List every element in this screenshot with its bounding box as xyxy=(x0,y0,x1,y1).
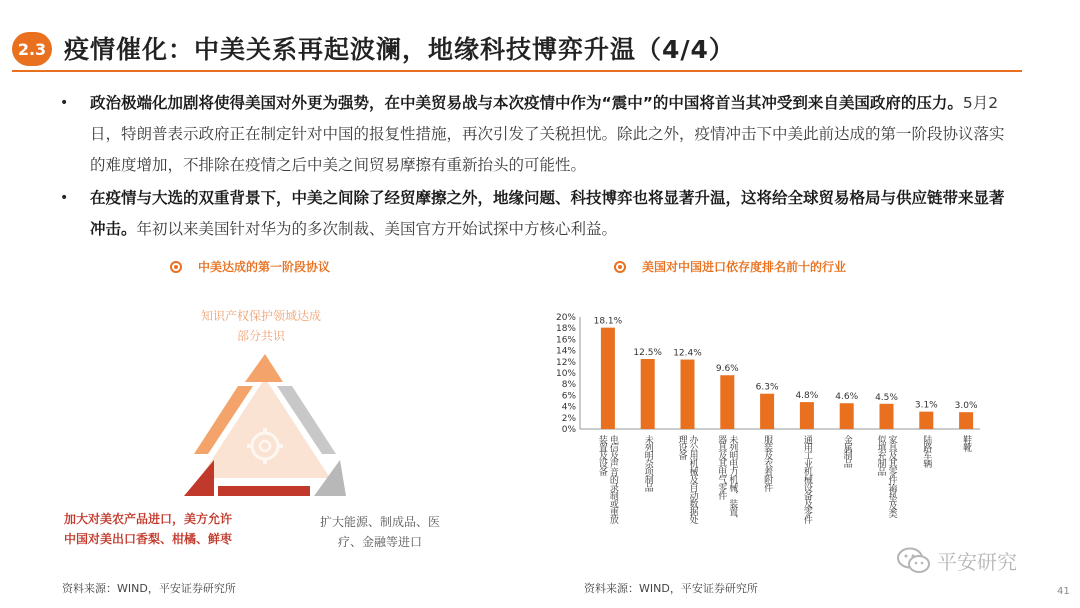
y-tick-label: 8% xyxy=(561,380,576,391)
bar xyxy=(919,412,933,429)
category-label: 电信及声音的录制或重放 xyxy=(607,435,618,523)
diagram-right-line2: 疗、金融等进口 xyxy=(337,535,422,549)
diagram-left-line1: 加大对美农产品进口，美方允许 xyxy=(64,512,233,526)
category-label-continued: 装置及设备 xyxy=(596,435,607,475)
right-source-note: 资料来源：WIND，平安证券研究所 xyxy=(584,582,758,595)
page-title: 疫情催化：中美关系再起波澜，地缘科技博弈升温（4/4） xyxy=(64,35,735,64)
category-label-continued: 似填充制品 xyxy=(875,435,886,475)
bar xyxy=(601,328,615,429)
y-tick-label: 12% xyxy=(555,357,576,368)
diagram-bottom-edge xyxy=(218,486,310,496)
category-label: 未列明电力机械、装置、 xyxy=(727,435,738,523)
left-panel-label xyxy=(170,258,330,275)
bullet-normal-text: 5月2日，特朗普表示政府正在制定针对中国的报复性措施，再次引发了关税担忧。除此之外，疫情冲击下中美此前达成的第一阶段协议落实的难度增加，不排除在疫情之后中美之间贸易摩擦有重新抬头的可能性。 xyxy=(90,94,1005,174)
bar xyxy=(681,360,695,429)
y-tick-label: 0% xyxy=(561,425,576,435)
bullet-bold-text: 在疫情与大选的双重背景下，中美之间除了经贸摩擦之外，地缘问题、科技博弈也将显著升温，这将给全球贸易格局与供应链带来显著冲击。 xyxy=(90,189,1005,238)
wechat-watermark xyxy=(897,546,1017,575)
bar-value-label: 6.3% xyxy=(755,382,779,393)
target-circle-icon xyxy=(614,261,626,273)
bar-value-label: 4.5% xyxy=(875,392,898,403)
y-tick-label: 10% xyxy=(555,369,576,379)
bar xyxy=(959,412,973,429)
bar xyxy=(840,403,854,429)
y-tick-label: 6% xyxy=(561,391,576,402)
y-tick-label: 16% xyxy=(555,335,576,346)
category-label: 办公用机械及自动数据处 xyxy=(687,435,698,523)
bar-value-label: 3.0% xyxy=(954,401,978,412)
diagram-top-line2: 部分共识 xyxy=(236,329,285,343)
diagram-right-caption xyxy=(300,512,460,552)
title-divider xyxy=(12,70,1022,72)
page-number: 41 xyxy=(1057,586,1070,597)
y-tick-label: 2% xyxy=(561,413,576,424)
bullet-item xyxy=(60,183,1010,245)
y-tick-label: 18% xyxy=(555,324,576,335)
category-label: 服装及衣着附件 xyxy=(762,435,773,491)
bar-value-label: 3.1% xyxy=(914,400,938,411)
wechat-text: 平安研究 xyxy=(937,550,1017,574)
diagram-left-caption xyxy=(64,509,274,549)
bar-value-label: 4.8% xyxy=(795,391,819,402)
target-circle-icon xyxy=(170,261,182,273)
diagram-top-line1: 知识产权保护领域达成 xyxy=(200,309,321,323)
bar xyxy=(720,375,734,429)
category-label: 金属制品 xyxy=(841,435,852,467)
bullet-dot-icon: • xyxy=(60,190,69,206)
wechat-icon xyxy=(897,547,931,575)
bar-value-label: 18.1% xyxy=(593,316,623,327)
bar xyxy=(641,359,655,429)
right-panel-label xyxy=(614,258,846,275)
bullet-item xyxy=(60,88,1010,181)
bar xyxy=(880,404,894,429)
left-source-note: 资料来源：WIND，平安证券研究所 xyxy=(62,582,236,595)
right-panel-label-text: 美国对中国进口依存度排名前十的行业 xyxy=(642,260,847,274)
category-label: 家具及其零件;褥垫及类 xyxy=(886,435,897,518)
bullet-list xyxy=(60,88,1010,245)
diagram-right-line1: 扩大能源、制成品、医 xyxy=(319,515,440,529)
left-panel-label-text: 中美达成的第一阶段协议 xyxy=(198,260,331,274)
y-tick-label: 14% xyxy=(555,346,576,357)
bullet-normal-text: 年初以来美国针对华为的多次制裁、美国官方开始试探中方核心利益。 xyxy=(136,220,618,238)
category-label-continued: 器具及其电气零件 xyxy=(716,435,727,499)
category-label: 通用工业机械设备及零件 xyxy=(801,435,812,523)
category-label: 未列明杂项制品 xyxy=(642,435,653,491)
bullet-dot-icon: • xyxy=(60,95,69,111)
category-label-continued: 理设备 xyxy=(676,435,687,459)
bullet-bold-text: 政治极端化加剧将使得美国对外更为强势，在中美贸易战与本次疫情中作为“震中”的中国将首当其冲受到来自美国政府的压力。 xyxy=(90,94,963,112)
bar xyxy=(760,394,774,429)
diagram-top-arrowhead xyxy=(245,354,283,382)
cycle-triangle-diagram xyxy=(180,350,350,500)
bar xyxy=(800,402,814,429)
y-tick-label: 4% xyxy=(561,402,576,413)
bar-value-label: 4.6% xyxy=(835,392,859,403)
category-label: 陆路车辆 xyxy=(921,435,932,467)
diagram-left-line2: 中国对美出口香梨、柑橘、鲜枣 xyxy=(64,532,233,546)
diagram-top-caption xyxy=(196,306,326,346)
bar-value-label: 12.4% xyxy=(673,348,702,359)
section-badge: 2.3 xyxy=(12,32,52,66)
bar-value-label: 12.5% xyxy=(633,348,662,358)
import-dependency-bar-chart xyxy=(550,312,980,552)
y-tick-label: 20% xyxy=(555,313,576,323)
category-label: 鞋靴 xyxy=(961,435,972,451)
bar-value-label: 9.6% xyxy=(715,364,739,375)
